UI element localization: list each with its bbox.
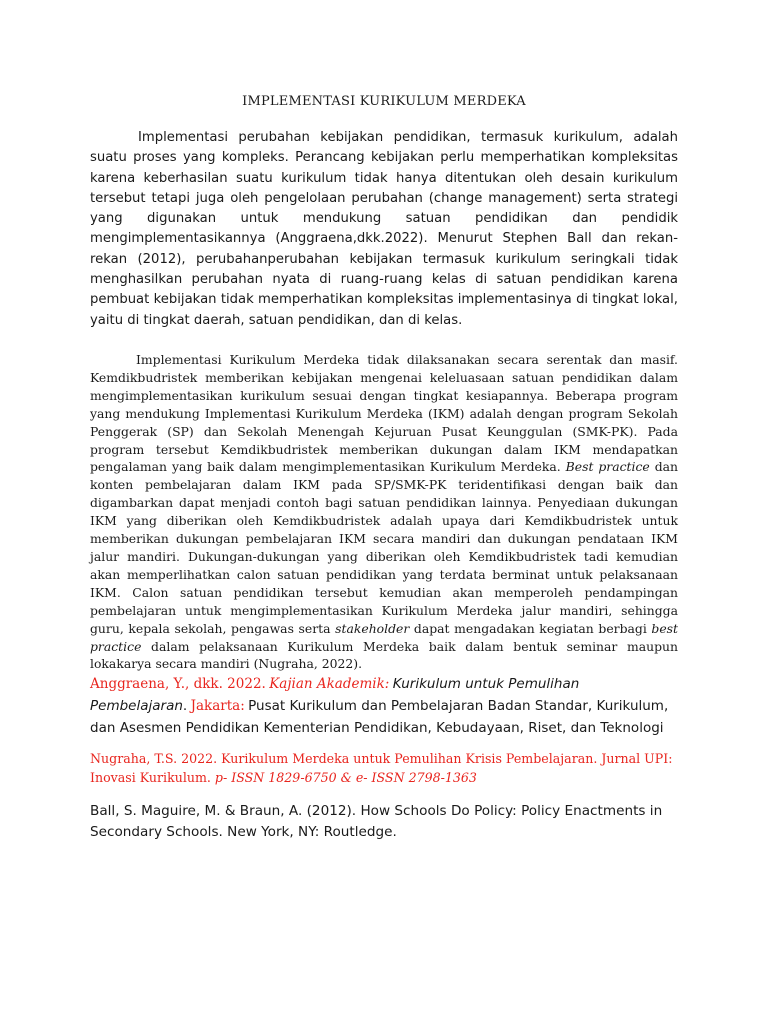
reference-anggraena-publisher: Pusat Kurikulum dan Pembelajaran Badan Standar, Kurikulum, dan Asesmen Pendidikan Kementerian Pendidikan, Kebudayaan, Riset, dan Teknologi [90, 698, 669, 736]
reference-anggraena-book: Kurikulum untuk Pemulihan Pembelajaran [90, 676, 580, 714]
paragraph-implementation-text-3: dapat mengadakan kegiatan berbagi [409, 620, 652, 636]
reference-anggraena-city: Jakarta: [190, 698, 245, 714]
reference-nugraha-text: Nugraha, T.S. 2022. Kurikulum Merdeka untuk Pemulihan Krisis Pembelajaran. Jurnal UPI: Inovasi Kurikulum. [90, 751, 673, 785]
reference-anggraena-journal: Kajian Akademik: [269, 676, 390, 692]
reference-nugraha-issn: p- ISSN 1829-6750 & e- ISSN 2798-1363 [214, 770, 477, 785]
reference-anggraena [90, 673, 678, 739]
reference-ball: Ball, S. Maguire, M. & Braun, A. (2012). How Schools Do Policy: Policy Enactments in Secondary Schools. New York, NY: Routledge. [90, 803, 663, 840]
paragraph-implementation [90, 351, 678, 673]
document-title: IMPLEMENTASI KURIKULUM MERDEKA [242, 94, 526, 109]
paragraph-implementation-text-1: Implementasi Kurikulum Merdeka tidak dilaksanakan secara serentak dan masif. Kemdikbudristek memberikan kebijakan mengenai keleluasaan satuan pendidikan dalam mengimplementasikan kurikulum sesuai dengan tingkat kesiapannya. Beberapa program yang mendukung Implementasi Kurikulum Merdeka (IKM) adalah dengan program Sekolah Penggerak (SP) dan Sekolah Menengah Kejuruan Pusat Keunggulan (SMK-PK). Pada program tersebut Kemdikbudristek memberikan dukungan dalam IKM mendapatkan pengalaman yang baik dalam mengimplementasikan Kurikulum Merdeka. [90, 352, 678, 475]
emphasis-best-practice: Best practice [565, 459, 650, 475]
reference-anggraena-period: . [182, 698, 188, 714]
emphasis-best-practice-2: best practice [90, 620, 678, 654]
paragraph-intro: Implementasi perubahan kebijakan pendidikan, termasuk kurikulum, adalah suatu proses yang kompleks. Perancang kebijakan perlu memperhatikan kompleksitas karena keberhasilan suatu kurikulum tidak hanya ditentukan oleh desain kurikulum tersebut tetapi juga oleh pengelolaan perubahan (change management) serta strategi yang digunakan untuk mendukung satuan pendidikan dan pendidik mengimplementasikannya (Anggraena,dkk.2022). Menurut Stephen Ball dan rekan-rekan (2012), perubahanperubahan kebijakan termasuk kurikulum seringkali tidak menghasilkan perubahan nyata di ruang-ruang kelas di satuan pendidikan karena pembuat kebijakan tidak memperhatikan kompleksitas implementasinya di tingkat lokal, yaitu di tingkat daerah, satuan pendidikan, dan di kelas. [90, 130, 678, 328]
emphasis-stakeholder: stakeholder [335, 620, 410, 636]
paragraph-implementation-text-2: dan konten pembelajaran dalam IKM pada SP/SMK-PK teridentifikasi dengan baik dan digambarkan dapat menjadi contoh bagi satuan pendidikan lainnya. Penyediaan dukungan IKM yang diberikan oleh Kemdikbudristek adalah upaya dari Kemdikbudristek untuk memberikan dukungan pembelajaran IKM secara mandiri dan dukungan pendataan IKM jalur mandiri. Dukungan-dukungan yang diberikan oleh Kemdikbudristek tadi kemudian akan memperlihatkan calon satuan pendidikan yang terdata berminat untuk pelaksanaan IKM. Calon satuan pendidikan tersebut kemudian akan memperoleh pendampingan pembelajaran untuk mengimplementasikan Kurikulum Merdeka jalur mandiri, sehingga guru, kepala sekolah, pengawas serta [90, 459, 678, 636]
reference-anggraena-authors: Anggraena, Y., dkk. 2022. [90, 676, 266, 692]
paragraph-implementation-text-4: dalam pelaksanaan Kurikulum Merdeka baik dalam bentuk seminar maupun lokakarya secara mandiri (Nugraha, 2022). [90, 638, 678, 672]
reference-nugraha [90, 749, 678, 787]
